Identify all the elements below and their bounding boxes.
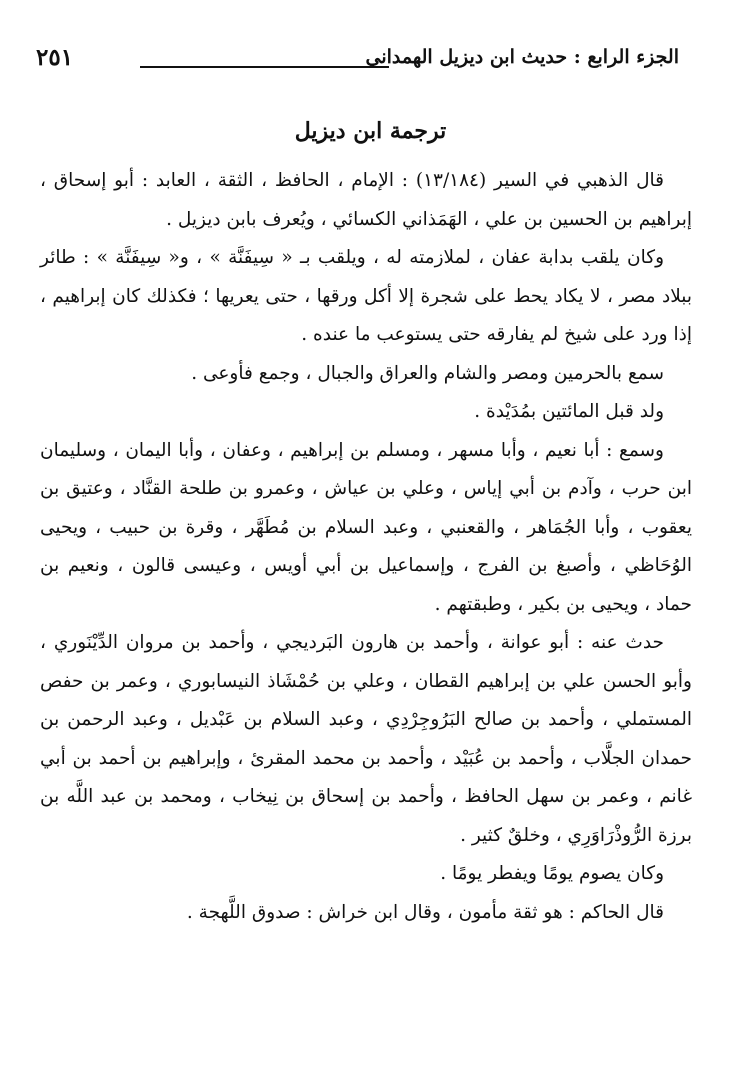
page-number: ٢٥١ (36, 44, 74, 71)
paragraph: ولد قبل المائتين بمُدَيْدة . (474, 401, 664, 422)
body-text (40, 162, 692, 932)
section-heading: ترجمة ابن ديزيل (294, 118, 447, 144)
paragraph: وكان يلقب بدابة عفان ، لملازمته له ، ويلقب بـ « سِيفَنَّة » ، و« سِيفَنَّة » : طائر ببلاد مصر ، لا يكاد يحط على شجرة إلا أكل ورقها ، حتى يعريها ؛ فكذلك كان إبراهيم ، إذا ورد على شيخ لم يفارقه حتى يستوعب ما عنده . (40, 247, 692, 345)
paragraph: سمع بالحرمين ومصر والشام والعراق والجبال ، وجمع فأوعى . (191, 362, 664, 384)
paragraph: حدث عنه : أبو عوانة ، وأحمد بن هارون البَرديجي ، وأحمد بن مروان الدِّيْنَوري ، وأبو الحسن علي بن إبراهيم القطان ، وعلي بن حُمْشَاذ النيسابوري ، وعمر بن حفص المستملي ، وأحمد بن صالح البَرُوجِرْدِي ، وعبد السلام بن عَبْديل ، وعبد الرحمن بن حمدان الجلَّاب ، وأحمد بن عُبَيْد ، وأحمد بن محمد المقرئ ، وإبراهيم بن أحمد بن أبي غانم ، وعمر بن سهل الحافظ ، وأحمد بن إسحاق بن نِيخاب ، ومحمد بن عبد اللَّه بن برزة الرُّوذْرَاوَرِي ، وخلقٌ كثير . (40, 632, 692, 846)
running-header (36, 44, 679, 78)
running-title: الجزء الرابع : حديث ابن ديزيل الهمداني (365, 46, 679, 68)
paragraph: وسمع : أبا نعيم ، وأبا مسهر ، ومسلم بن إبراهيم ، وعفان ، وأبا اليمان ، وسليمان ابن حرب ، وآدم بن أبي إياس ، وعلي بن عياش ، وعمرو بن طلحة القنَّاد ، وعتيق بن يعقوب ، وأبا الجُمَاهر ، والقعنبي ، وعبد السلام بن مُطَهَّر ، وقرة بن حبيب ، ويحيى الوُحَاظي ، وأصبغ بن الفرج ، وإسماعيل بن أبي أويس ، وعيسى قالون ، ونعيم بن حماد ، ويحيى بن بكير ، وطبقتهم . (40, 439, 692, 615)
paragraph: قال الحاكم : هو ثقة مأمون ، وقال ابن خراش : صدوق اللَّهجة . (186, 901, 664, 923)
header-rule (140, 66, 389, 68)
paragraph: قال الذهبي في السير (١٣/١٨٤) : الإمام ، الحافظ ، الثقة ، العابد : أبو إسحاق ، إبراهيم بن الحسين بن علي ، الهَمَذاني الكسائي ، ويُعرف بابن ديزيل . (40, 170, 692, 230)
paragraph: وكان يصوم يومًا ويفطر يومًا . (440, 863, 664, 884)
